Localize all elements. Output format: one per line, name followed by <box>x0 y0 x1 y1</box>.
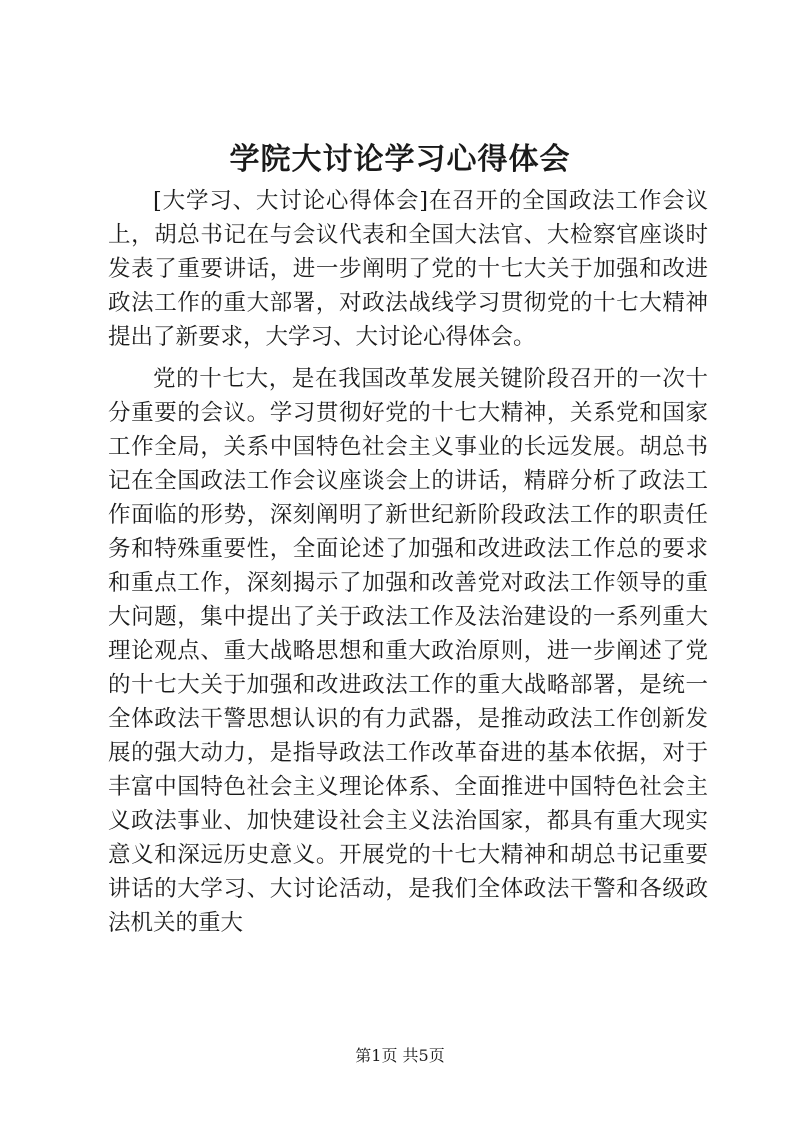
paragraph-1: [大学习、大讨论心得体会]在召开的全国政法工作会议上，胡总书记在与会议代表和全国大法官、大检察官座谈时发表了重要讲话，进一步阐明了党的十七大关于加强和改进政法工作的重大部署，对政法战线学习贯彻党的十七大精神提出了新要求，大学习、大讨论心得体会。 <box>108 188 708 350</box>
document-title: 学院大讨论学习心得体会 <box>229 142 571 177</box>
document-body <box>108 184 708 940</box>
paragraph-2: 党的十七大，是在我国改革发展关键阶段召开的一次十分重要的会议。学习贯彻好党的十七大精神，关系党和国家工作全局，关系中国特色社会主义事业的长远发展。胡总书记在全国政法工作会议座谈会上的讲话，精辟分析了政法工作面临的形势，深刻阐明了新世纪新阶段政法工作的职责任务和特殊重要性，全面论述了加强和改进政法工作总的要求和重点工作，深刻揭示了加强和改善党对政法工作领导的重大问题，集中提出了关于政法工作及法治建设的一系列重大理论观点、重大战略思想和重大政治原则，进一步阐述了党的十七大关于加强和改进政法工作的重大战略部署，是统一全体政法干警思想认识的有力武器，是推动政法工作创新发展的强大动力，是指导政法工作改革奋进的基本依据，对于丰富中国特色社会主义理论体系、全面推进中国特色社会主义政法事业、加快建设社会主义法治国家，都具有重大现实意义和深远历史意义。开展党的十七大精神和胡总书记重要讲话的大学习、大讨论活动，是我们全体政法干警和各级政法机关的重大 <box>108 366 708 936</box>
page-footer: 第1页 共5页 <box>355 1046 445 1065</box>
